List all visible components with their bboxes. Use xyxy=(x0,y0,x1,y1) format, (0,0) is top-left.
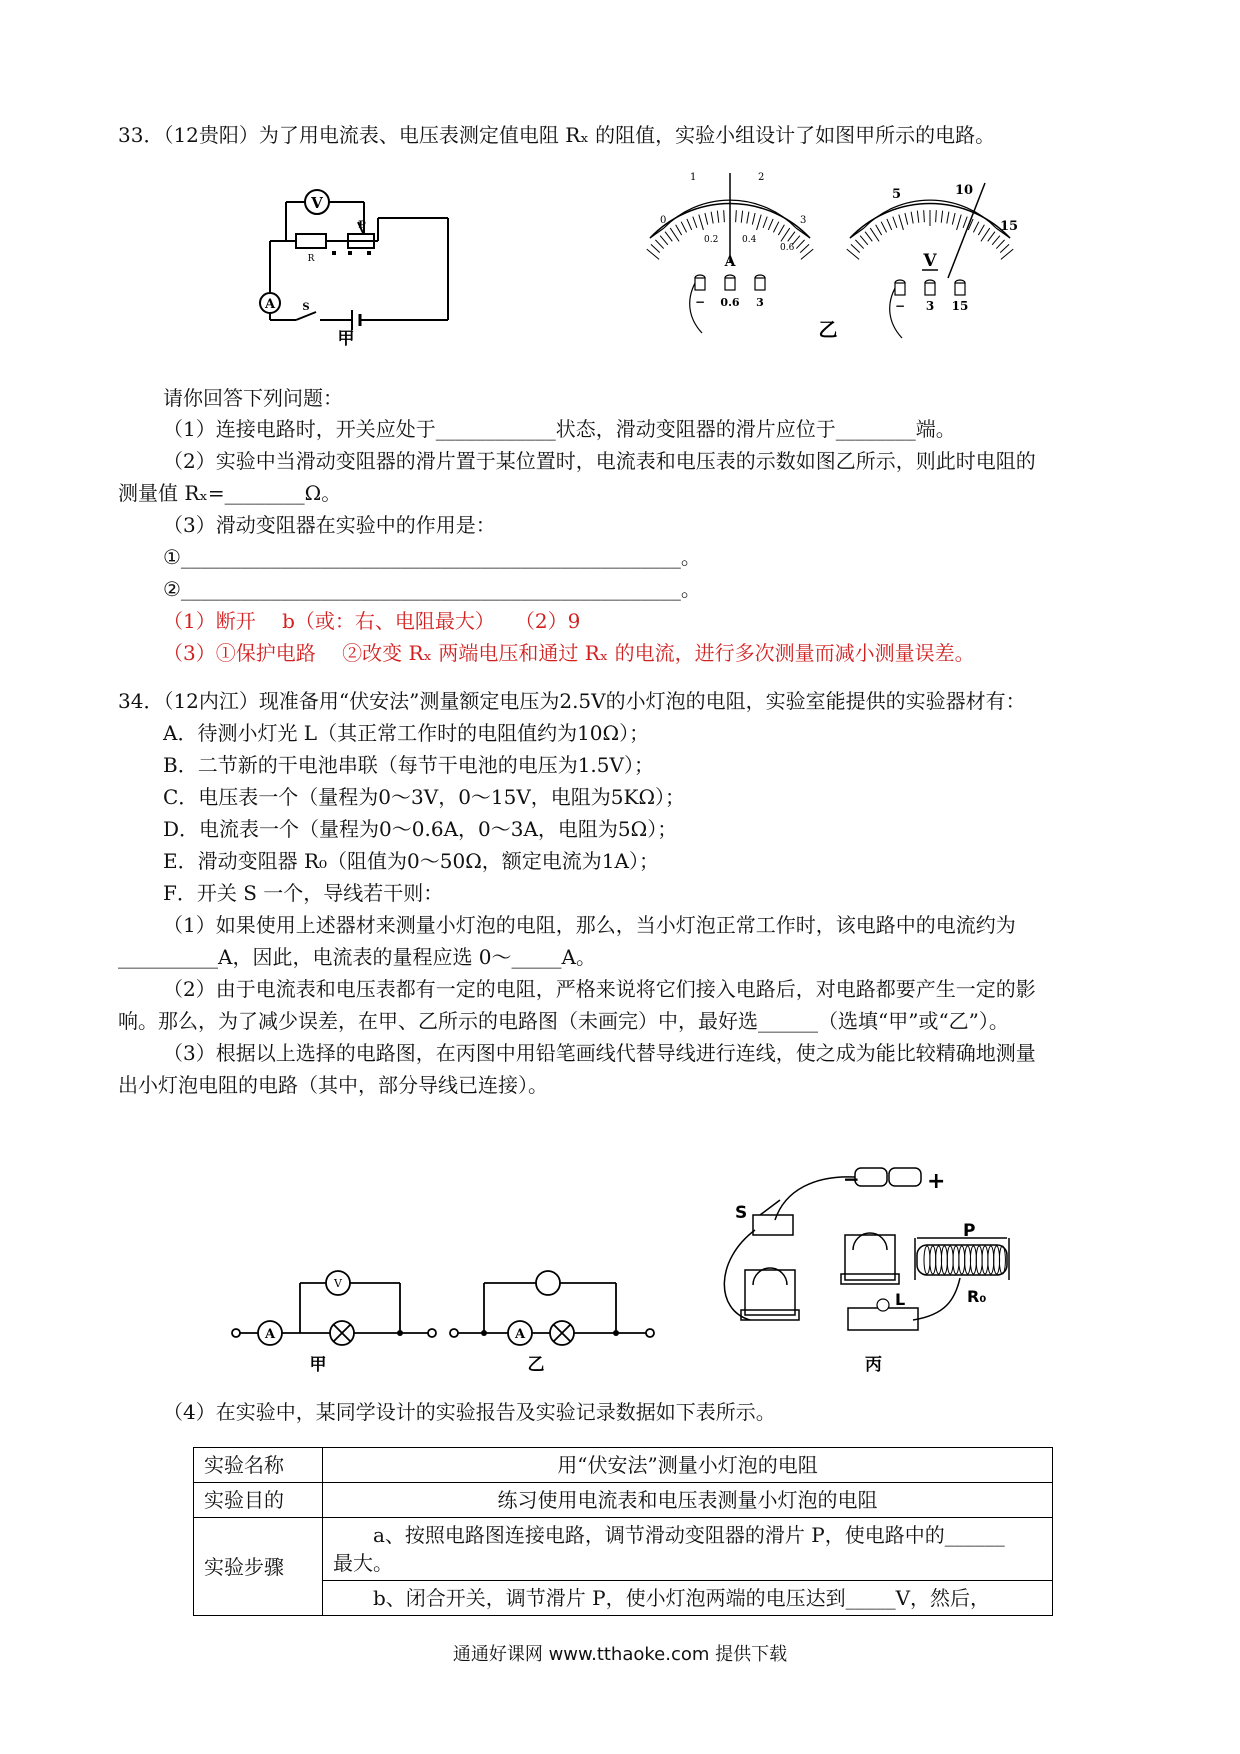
q33-prompt: 请你回答下列问题： xyxy=(163,386,343,410)
voltmeter-symbol: V xyxy=(923,251,937,271)
q33-fig-jia-caption: 甲 xyxy=(337,329,355,348)
bing-slider-label: P xyxy=(963,1221,976,1241)
ammeter-scale-2: 2 xyxy=(758,172,765,183)
table-row xyxy=(194,1483,1053,1518)
bing-plus-label: + xyxy=(927,1169,946,1194)
voltmeter-label: V xyxy=(311,194,323,212)
voltmeter-terminal-15: 15 xyxy=(951,299,969,313)
ammeter-terminal-neg: − xyxy=(694,295,706,309)
voltmeter-scale-15: 15 xyxy=(1000,219,1019,234)
q34-item-a: A．待测小灯光 L（其正常工作时的电阻值约为10Ω）； xyxy=(163,721,650,745)
q33-title: 33．（12贵阳）为了用电流表、电压表测定值电阻 Rₓ 的阻值，实验小组设计了如图甲所示的电路。 xyxy=(118,123,996,147)
q33-part2-line2: 测量值 Rₓ=________Ω。 xyxy=(118,481,342,505)
q33-part3-blank1: ①__________________________________________________。 xyxy=(163,545,701,569)
q34-part3-line2: 出小灯泡电阻的电路（其中，部分导线已连接）。 xyxy=(118,1073,548,1097)
q34-part2-line1: （2）由于电流表和电压表都有一定的电阻，严格来说将它们接入电路后，对电路都要产生一定的影 xyxy=(163,977,1036,1001)
q34-yi-ammeter: A xyxy=(514,1327,526,1342)
q34-fig-bing-caption: 丙 xyxy=(865,1355,882,1375)
ammeter-terminal-3: 3 xyxy=(756,296,764,309)
resistor-label: R xyxy=(307,254,315,264)
ammeter-label: A xyxy=(264,297,276,312)
voltmeter-scale-5: 5 xyxy=(892,187,902,202)
ammeter-scale-02: 0.2 xyxy=(704,235,719,245)
switch-label: S xyxy=(302,302,310,313)
table-val-goal: 练习使用电流表和电压表测量小灯泡的电阻 xyxy=(323,1483,1053,1518)
table-row xyxy=(194,1518,1053,1581)
table-val-step-b: b、闭合开关，调节滑片 P，使小灯泡两端的电压达到_____V，然后， xyxy=(323,1581,1053,1616)
table-val-name: 用“伏安法”测量小灯泡的电阻 xyxy=(323,1448,1053,1483)
q33-part3-blank2: ②__________________________________________________。 xyxy=(163,577,701,601)
q34-jia-voltmeter: V xyxy=(334,1277,342,1290)
ammeter-scale-04: 0.4 xyxy=(742,235,757,245)
ammeter-scale-0: 0 xyxy=(660,215,667,226)
table-row xyxy=(194,1581,1053,1616)
table-head-steps: 实验步骤 xyxy=(194,1518,323,1616)
q34-title: 34．（12内江）现准备用“伏安法”测量额定电压为2.5V的小灯泡的电阻，实验室能提供的实验器材有： xyxy=(118,689,1026,713)
q33-part1: （1）连接电路时，开关应处于____________状态，滑动变阻器的滑片应位于________端。 xyxy=(163,417,956,441)
voltmeter-terminal-neg: − xyxy=(894,299,906,313)
q33-fig-yi-caption: 乙 xyxy=(818,319,838,341)
q34-circuit-yi xyxy=(446,1255,666,1375)
table-val-step-a xyxy=(323,1518,1053,1581)
ammeter-symbol: A xyxy=(724,254,736,270)
q34-part1-line1: （1）如果使用上述器材来测量小灯泡的电阻，那么，当小灯泡正常工作时，该电路中的电流约为 xyxy=(163,913,1016,937)
q34-jia-ammeter: A xyxy=(264,1327,276,1342)
q34-fig-yi-caption: 乙 xyxy=(527,1355,545,1375)
step-a-line1: a、按照电路图连接电路，调节滑动变阻器的滑片 P，使电路中的______ xyxy=(333,1523,1005,1547)
ammeter-scale-1: 1 xyxy=(690,172,697,183)
experiment-report-table xyxy=(193,1447,1053,1616)
q34-item-f: F．开关 S 一个，导线若干则： xyxy=(163,881,444,905)
q33-part2-line1: （2）实验中当滑动变阻器的滑片置于某位置时，电流表和电压表的示数如图乙所示，则此时电阻的 xyxy=(163,449,1036,473)
q34-fig-jia-caption: 甲 xyxy=(309,1355,327,1375)
q34-circuit-jia xyxy=(228,1255,448,1375)
table-row xyxy=(194,1448,1053,1483)
q33-answer-line1: （1）断开 b（或：右、电阻最大） （2）9 xyxy=(163,609,581,633)
q34-item-e: E．滑动变阻器 R₀（阻值为0～50Ω，额定电流为1A）； xyxy=(163,849,659,873)
q34-physical-setup xyxy=(705,1160,1035,1380)
voltmeter-terminal-3: 3 xyxy=(925,299,935,313)
ammeter-scale-06: 0.6 xyxy=(780,243,795,253)
q34-item-d: D．电流表一个（量程为0～0.6A，0～3A，电阻为5Ω）； xyxy=(163,817,678,841)
q34-part3-line1: （3）根据以上选择的电路图，在丙图中用铅笔画线代替导线进行连线，使之成为能比较精确地测量 xyxy=(163,1041,1036,1065)
bing-minus-label: − xyxy=(843,1167,860,1191)
q33-meters-figure xyxy=(630,158,1020,358)
bing-lamp-label: L xyxy=(895,1290,906,1309)
table-head-name: 实验名称 xyxy=(194,1448,323,1483)
step-a-line2: 最大。 xyxy=(333,1551,393,1575)
bing-rheostat-label: R₀ xyxy=(967,1287,987,1306)
q34-part1-line2: __________A，因此，电流表的量程应选 0～_____A。 xyxy=(118,945,596,969)
rheostat-label: P xyxy=(358,220,366,231)
q33-answer-line2: （3）①保护电路 ②改变 Rₓ 两端电压和通过 Rₓ 的电流，进行多次测量而减小测量误差。 xyxy=(163,641,975,665)
q34-item-b: B．二节新的干电池串联（每节干电池的电压为1.5V）； xyxy=(163,753,654,777)
q33-part3: （3）滑动变阻器在实验中的作用是： xyxy=(163,513,496,537)
ammeter-terminal-06: 0.6 xyxy=(720,296,740,309)
q33-circuit-diagram xyxy=(248,178,458,348)
voltmeter-scale-10: 10 xyxy=(955,183,974,198)
q34-part4: （4）在实验中，某同学设计的实验报告及实验记录数据如下表所示。 xyxy=(163,1400,776,1424)
ammeter-scale-3: 3 xyxy=(800,215,807,226)
bing-switch-label: S xyxy=(735,1203,748,1223)
q34-item-c: C．电压表一个（量程为0～3V，0～15V，电阻为5KΩ）； xyxy=(163,785,686,809)
page-footer: 通通好课网 www.tthaoke.com 提供下载 xyxy=(452,1644,788,1665)
table-head-goal: 实验目的 xyxy=(194,1483,323,1518)
q34-part2-line2: 响。那么，为了减少误差，在甲、乙所示的电路图（未画完）中，最好选______（选填“甲”或“乙”）。 xyxy=(118,1009,1009,1033)
